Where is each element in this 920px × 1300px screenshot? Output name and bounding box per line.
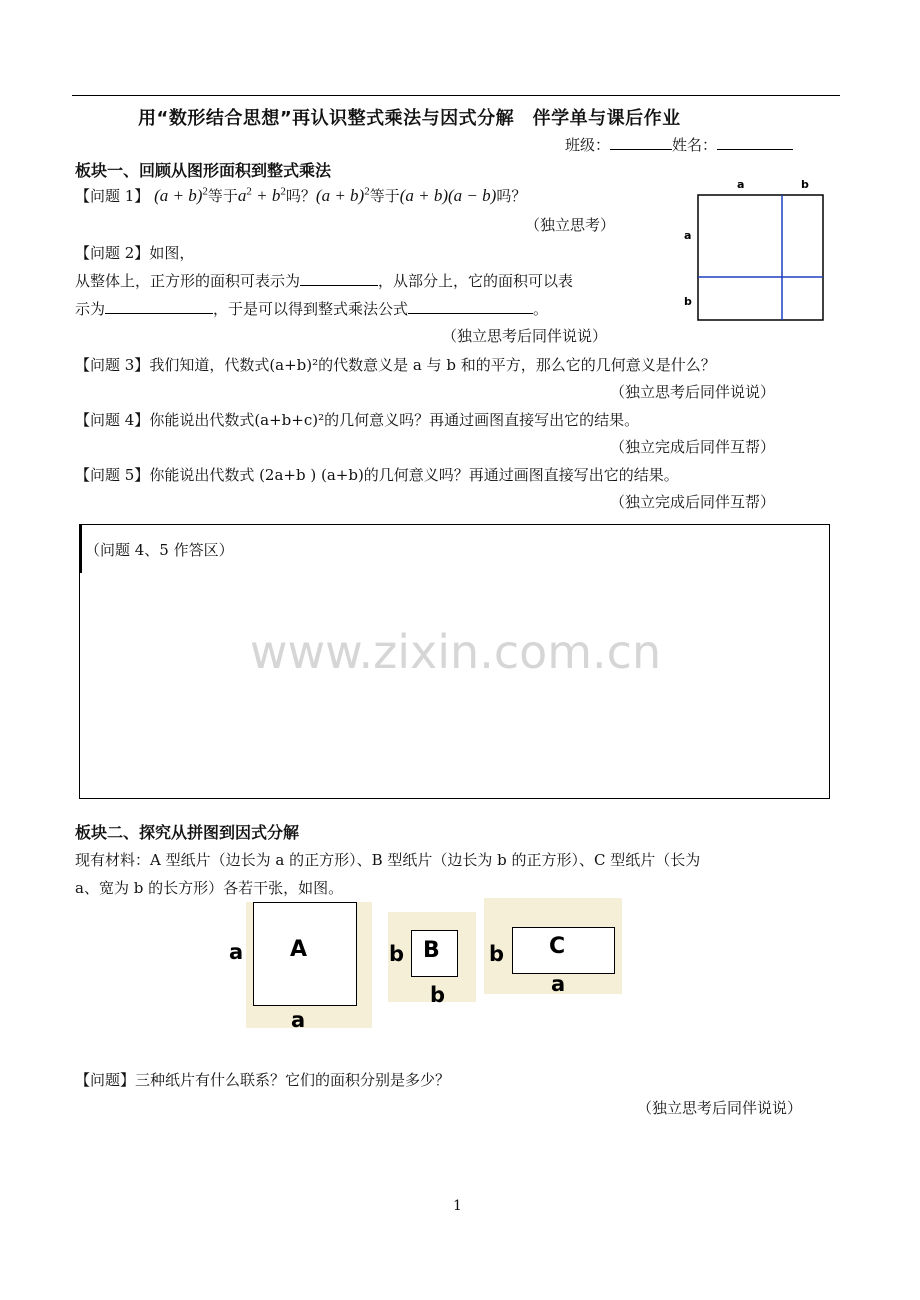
q2-line2b: ，于是可以得到整式乘法公式 bbox=[213, 300, 409, 318]
card-a-bottom-label: a bbox=[291, 1008, 306, 1032]
q3-line bbox=[75, 354, 716, 375]
page-title: 用“数形结合思想”再认识整式乘法与因式分解 伴学单与课后作业 bbox=[138, 108, 681, 129]
section2-question-tag: 【问题】 bbox=[75, 1071, 136, 1089]
q2-intro: 如图， bbox=[149, 244, 195, 262]
figure-label-top-a: a bbox=[737, 178, 745, 191]
page-number: 1 bbox=[453, 1198, 462, 1214]
q2-note: （独立思考后同伴说说） bbox=[442, 327, 608, 345]
q4-line bbox=[75, 409, 639, 430]
q1-text-a: 等于 bbox=[207, 187, 238, 205]
square-figure bbox=[680, 176, 830, 326]
q3-tag: 【问题 3】 bbox=[75, 356, 150, 374]
section2-note: （独立思考后同伴说说） bbox=[637, 1099, 803, 1117]
q1-expr-1: $(a + b)^2$ bbox=[154, 185, 208, 205]
q2-blank-parts[interactable] bbox=[105, 299, 213, 314]
q4-note: （独立完成后同伴互帮） bbox=[610, 438, 776, 456]
materials-line2: a、宽为 b 的长方形）各若干张，如图。 bbox=[75, 879, 344, 897]
name-blank[interactable] bbox=[717, 135, 793, 150]
q3-text: 我们知道，代数式(a+b)²的代数意义是 a 与 b 和的平方，那么它的几何意义是什么？ bbox=[149, 356, 716, 374]
card-c-side-label: b bbox=[489, 942, 505, 966]
q1-line bbox=[75, 185, 526, 206]
card-a-letter: A bbox=[290, 937, 308, 962]
q2-tag: 【问题 2】 bbox=[75, 244, 150, 262]
q2-line1a: 从整体上，正方形的面积可表示为 bbox=[75, 272, 301, 290]
q1-expr-2: $a^2 + b^2$ bbox=[237, 185, 286, 205]
header-rule bbox=[72, 95, 840, 96]
section2-question-line bbox=[75, 1069, 450, 1090]
card-a-side-label: a bbox=[229, 940, 244, 964]
q2-blank-whole[interactable] bbox=[300, 271, 378, 286]
q2-line2 bbox=[75, 298, 548, 319]
q2-line2a: 示为 bbox=[75, 300, 106, 318]
q2-line1b: ，从部分上，它的面积可以表 bbox=[378, 272, 574, 290]
q5-tag: 【问题 5】 bbox=[75, 466, 150, 484]
q3-note: （独立思考后同伴说说） bbox=[610, 383, 776, 401]
q1-text-b: 吗？ bbox=[285, 187, 316, 205]
answer-area-label: （问题 4、5 作答区） bbox=[85, 541, 234, 559]
class-label: 班级： bbox=[565, 136, 611, 154]
card-b-side-label: b bbox=[389, 942, 405, 966]
figure-label-left-a: a bbox=[684, 229, 692, 242]
figure-label-top-b: b bbox=[801, 178, 809, 191]
name-label: 姓名： bbox=[672, 136, 718, 154]
class-name-line bbox=[565, 134, 793, 155]
q4-text: 你能说出代数式(a+b+c)²的几何意义吗？再通过画图直接写出它的结果。 bbox=[149, 411, 640, 429]
q2-intro-line bbox=[75, 242, 194, 263]
figure-label-left-b: b bbox=[684, 295, 692, 308]
card-c-letter: C bbox=[549, 934, 566, 959]
answer-area-margin-tick bbox=[80, 525, 82, 573]
answer-area[interactable] bbox=[79, 524, 830, 799]
q2-line2c: 。 bbox=[533, 300, 549, 318]
card-b-letter: B bbox=[423, 938, 440, 963]
section1-heading: 板块一、回顾从图形面积到整式乘法 bbox=[75, 161, 332, 180]
q1-tag: 【问题 1】 bbox=[75, 187, 150, 205]
card-c-bottom-label: a bbox=[551, 972, 566, 996]
q4-tag: 【问题 4】 bbox=[75, 411, 150, 429]
section2-heading: 板块二、探究从拼图到因式分解 bbox=[75, 823, 300, 842]
q1-text-c: 等于 bbox=[369, 187, 400, 205]
figure-outer-square bbox=[698, 195, 823, 320]
q2-blank-formula[interactable] bbox=[408, 299, 533, 314]
q2-line1 bbox=[75, 270, 573, 291]
q5-note: （独立完成后同伴互帮） bbox=[610, 493, 776, 511]
class-blank[interactable] bbox=[610, 135, 672, 150]
q5-text: 你能说出代数式 (2a+b ) (a+b)的几何意义吗？再通过画图直接写出它的结果。 bbox=[149, 466, 679, 484]
section2-question: 三种纸片有什么联系？它们的面积分别是多少？ bbox=[135, 1071, 451, 1089]
q1-text-d: 吗？ bbox=[496, 187, 527, 205]
q1-expr-3: $(a + b)^2$ bbox=[315, 185, 370, 205]
q1-note: （独立思考） bbox=[525, 216, 616, 234]
watermark: www.zixin.com.cn bbox=[249, 625, 662, 679]
card-b-bottom-label: b bbox=[430, 983, 446, 1007]
q1-expr-4: (a + b)(a − b) bbox=[399, 186, 497, 205]
materials-line1: 现有材料：A 型纸片（边长为 a 的正方形）、B 型纸片（边长为 b 的正方形）、C 型纸片（长为 bbox=[75, 851, 701, 869]
q5-line bbox=[75, 464, 679, 485]
